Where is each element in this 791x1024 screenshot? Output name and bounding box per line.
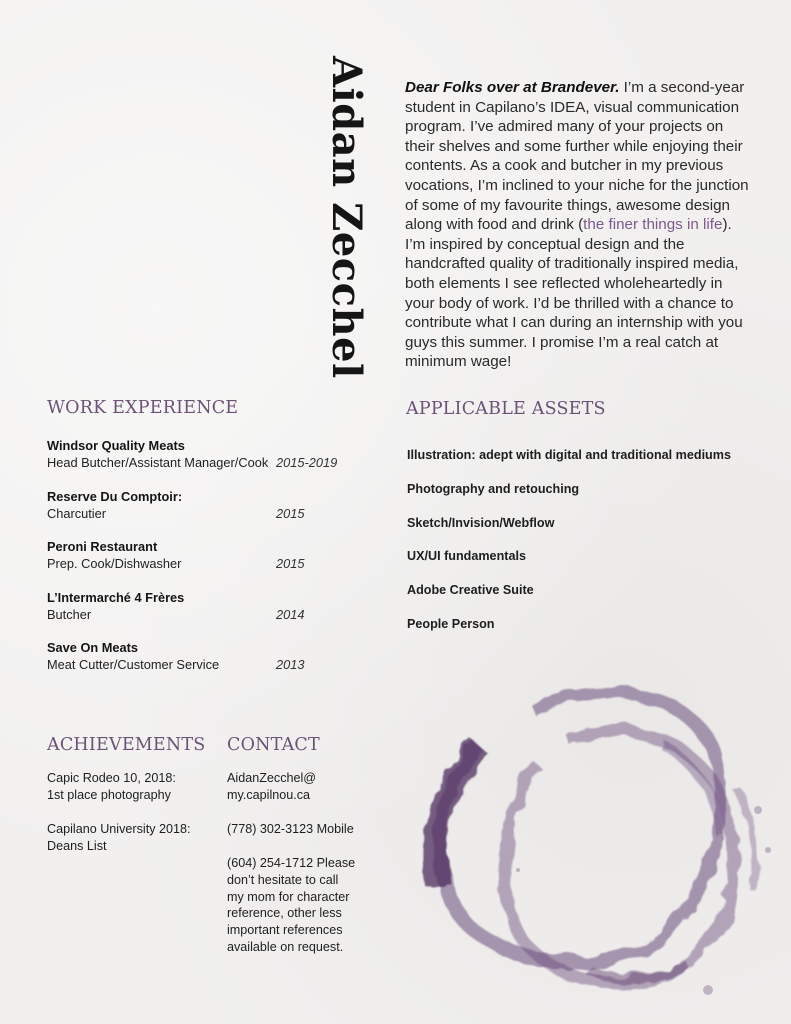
contact-note-line: (604) 254-1712 Please bbox=[227, 856, 356, 870]
job-company: Save On Meats bbox=[47, 640, 139, 655]
achievement-detail: 1st place photography bbox=[47, 787, 171, 802]
job-entry bbox=[47, 437, 347, 471]
contact-note-line: reference, other less bbox=[227, 906, 342, 921]
job-entry bbox=[47, 538, 347, 572]
contact-mobile[interactable]: (778) 302-3123 Mobile bbox=[227, 822, 354, 836]
letter-greeting: Dear Folks over at Brandever. bbox=[405, 79, 620, 96]
cover-letter-paragraph bbox=[405, 78, 750, 372]
job-company: Reserve Du Comptoir: bbox=[47, 489, 183, 504]
job-company: Windsor Quality Meats bbox=[47, 438, 185, 453]
asset-item: Sketch/Invision/Webflow bbox=[407, 516, 555, 530]
email-line-user: AidanZecchel@ bbox=[227, 771, 317, 785]
letter-body-start: I’m a second-year student in Capilano’s IDEA, visual communication program. I’ve admired many of your projects on their shelves and some further while enjoying their contents. As a cook and butcher in my previous vocations, I’m inclined to your niche for the junction of some of my favourite things, awesome design along with food and drink ( bbox=[405, 79, 749, 234]
job-years: 2015 bbox=[276, 506, 305, 521]
achievement-item bbox=[47, 770, 176, 804]
email-line-domain: my.capilnou.ca bbox=[227, 787, 311, 802]
achievement-item bbox=[47, 821, 191, 855]
wine-stain-decoration bbox=[408, 670, 791, 1024]
job-role: Prep. Cook/Dishwasher bbox=[47, 556, 182, 571]
letter-body-end: ). I’m inspired by conceptual design and the handcrafted quality of traditionally inspired media, both elements I see reflected wholeheartedly in your body of work. I’d be thrilled with a chance to contribute what I can during an internship with you guys this summer. I promise I’m a real catch at minimum wage! bbox=[405, 216, 743, 371]
job-company: Peroni Restaurant bbox=[47, 539, 158, 554]
job-years: 2015 bbox=[276, 556, 305, 571]
asset-item: Illustration: adept with digital and traditional mediums bbox=[407, 448, 731, 462]
job-role: Head Butcher/Assistant Manager/Cook bbox=[47, 455, 269, 470]
contact-note-line: important references bbox=[227, 923, 343, 938]
contact-heading: CONTACT bbox=[227, 735, 320, 755]
job-role: Butcher bbox=[47, 607, 92, 622]
job-entry bbox=[47, 488, 347, 522]
contact-note-line: don’t hesitate to call bbox=[227, 872, 339, 887]
achievements-heading: ACHIEVEMENTS bbox=[47, 735, 206, 755]
job-role: Charcutier bbox=[47, 506, 107, 521]
achievement-title: Capilano University 2018: bbox=[47, 822, 191, 836]
contact-note-line: my mom for character bbox=[227, 889, 350, 904]
job-years: 2014 bbox=[276, 607, 305, 622]
job-company: L’Intermarché 4 Frères bbox=[47, 590, 185, 605]
achievement-detail: Deans List bbox=[47, 838, 107, 853]
job-role: Meat Cutter/Customer Service bbox=[47, 657, 220, 672]
asset-item: UX/UI fundamentals bbox=[407, 549, 526, 563]
achievement-title: Capic Rodeo 10, 2018: bbox=[47, 771, 176, 785]
applicable-assets-heading: APPLICABLE ASSETS bbox=[406, 399, 606, 419]
job-years: 2013 bbox=[276, 657, 305, 672]
contact-note-line: available on request. bbox=[227, 939, 344, 954]
contact-home-phone-note bbox=[227, 855, 355, 956]
work-experience-heading: WORK EXPERIENCE bbox=[47, 398, 239, 418]
applicant-name: Aidan Zecchel bbox=[323, 56, 370, 379]
job-entry bbox=[47, 639, 347, 673]
letter-highlight: the finer things in life bbox=[583, 216, 723, 234]
asset-item: Photography and retouching bbox=[407, 482, 580, 496]
asset-item: People Person bbox=[407, 617, 495, 631]
contact-email[interactable] bbox=[227, 770, 316, 804]
job-years: 2015-2019 bbox=[276, 455, 338, 470]
job-entry bbox=[47, 589, 347, 623]
asset-item: Adobe Creative Suite bbox=[407, 583, 534, 597]
